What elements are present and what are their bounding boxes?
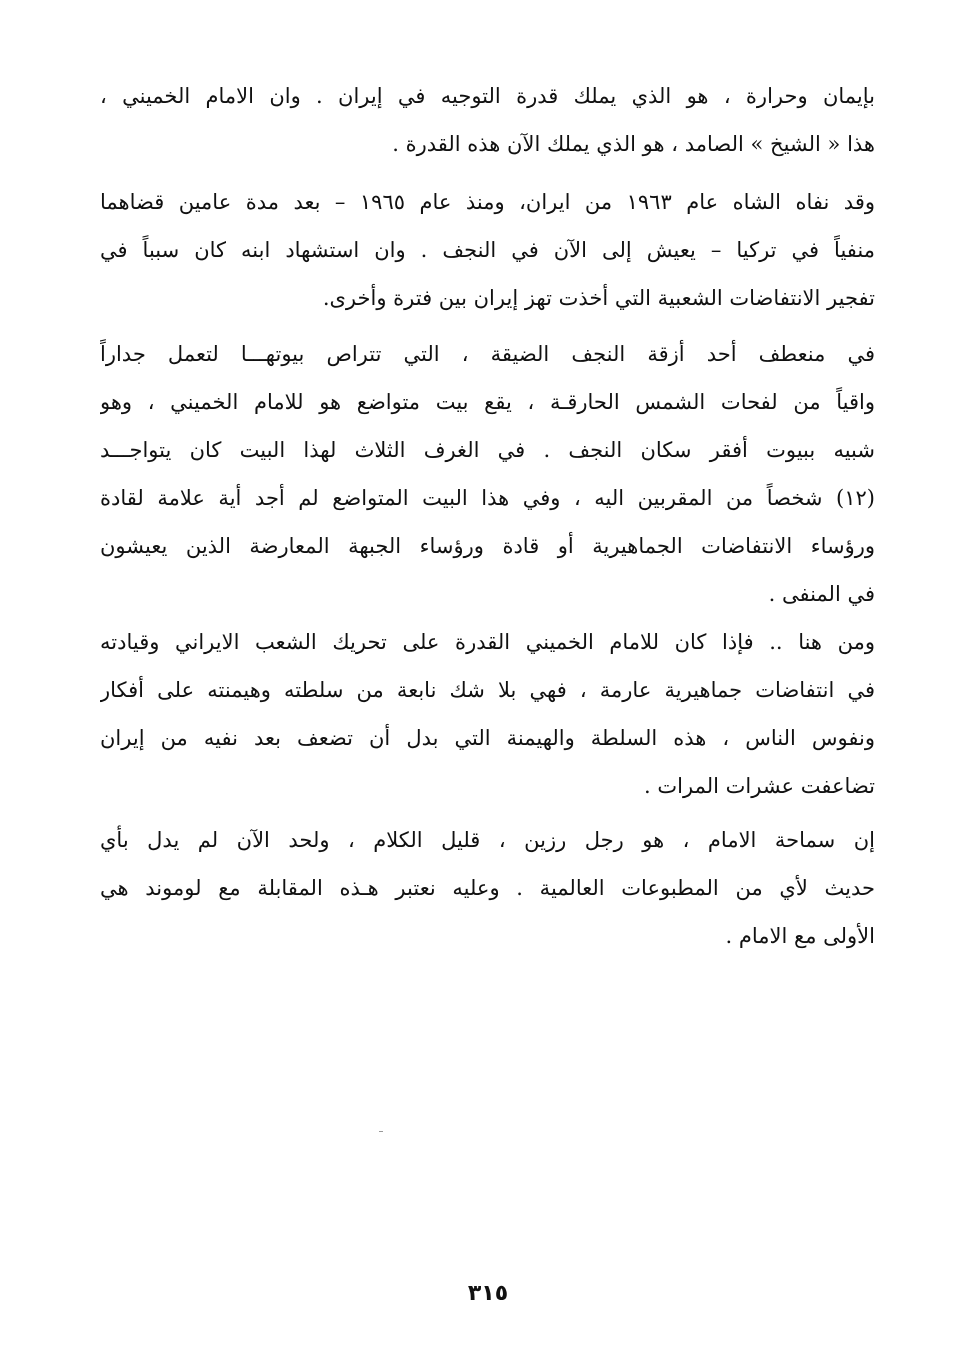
paragraph-3 [100, 330, 875, 618]
paragraph-2 [100, 178, 875, 322]
text-line: ورؤساء الانتفاضات الجماهيرية أو قادة ورؤساء الجبهة المعارضة الذين يعيشون [100, 534, 875, 558]
paragraph-5 [100, 816, 875, 960]
text-line: حديث لأي من المطبوعات العالمية . وعليه نعتبر هـذه المقابلة مع لوموند هي [100, 876, 875, 900]
paragraph-1 [100, 72, 875, 168]
text-line: (١٢) شخصاً من المقربين اليه ، وفي هذا البيت المتواضع لم أجد أية علامة لقادة [100, 486, 875, 510]
text-line: واقياً من لفحات الشمس الحارقـة ، يقع بيت متواضع هو للامام الخميني ، وهو [100, 390, 875, 414]
paragraph-4 [100, 618, 875, 810]
text-line: وقد نفاه الشاه عام ١٩٦٣ من ايران، ومنذ عام ١٩٦٥ – بعد مدة عامين قضاهما [100, 190, 875, 214]
text-line: ونفوس الناس ، هذه السلطة والهيمنة التي بدل أن تضعف بعد نفيه من إيران [100, 726, 875, 750]
scan-speck [379, 1131, 383, 1132]
text-line: منفياً في تركيا – يعيش إلى الآن في النجف . وان استشهاد ابنه كان سبباً في [100, 238, 875, 262]
text-line: الأولى مع الامام . [725, 924, 875, 948]
text-line: هذا « الشيخ » الصامد ، هو الذي يملك الآن هذه القدرة . [392, 132, 875, 156]
text-line: في منعطف أحد أزقة النجف الضيقة ، التي تتراص بيوتهـــا لتعمل جداراً [100, 342, 875, 366]
text-line: ومن هنا .. فإذا كان للامام الخميني القدرة على تحريك الشعب الايراني وقيادته [100, 630, 875, 654]
page-number: ٣١٥ [467, 1281, 509, 1306]
text-line: في المنفى . [768, 582, 875, 606]
text-line: تفجير الانتفاضات الشعبية التي أخذت تهز إيران بين فترة وأخرى. [322, 286, 875, 310]
text-line: بإيمان وحرارة ، هو الذي يملك قدرة التوجيه في إيران . وان الامام الخميني ، [100, 84, 875, 108]
text-line: شبيه ببيوت أفقر سكان النجف . في الغرف الثلاث لهذا البيت كان يتواجـــد [100, 438, 875, 462]
text-line: تضاعفت عشرات المرات . [644, 774, 875, 798]
text-line: إن سماحة الامام ، هو رجل رزين ، قليل الكلام ، ولحد الآن لم يدل بأي [100, 828, 875, 852]
text-line: في انتفاضات جماهيرية عارمة ، فهي بلا شك نابعة من سلطته وهيمنته على أفكار [100, 678, 875, 702]
